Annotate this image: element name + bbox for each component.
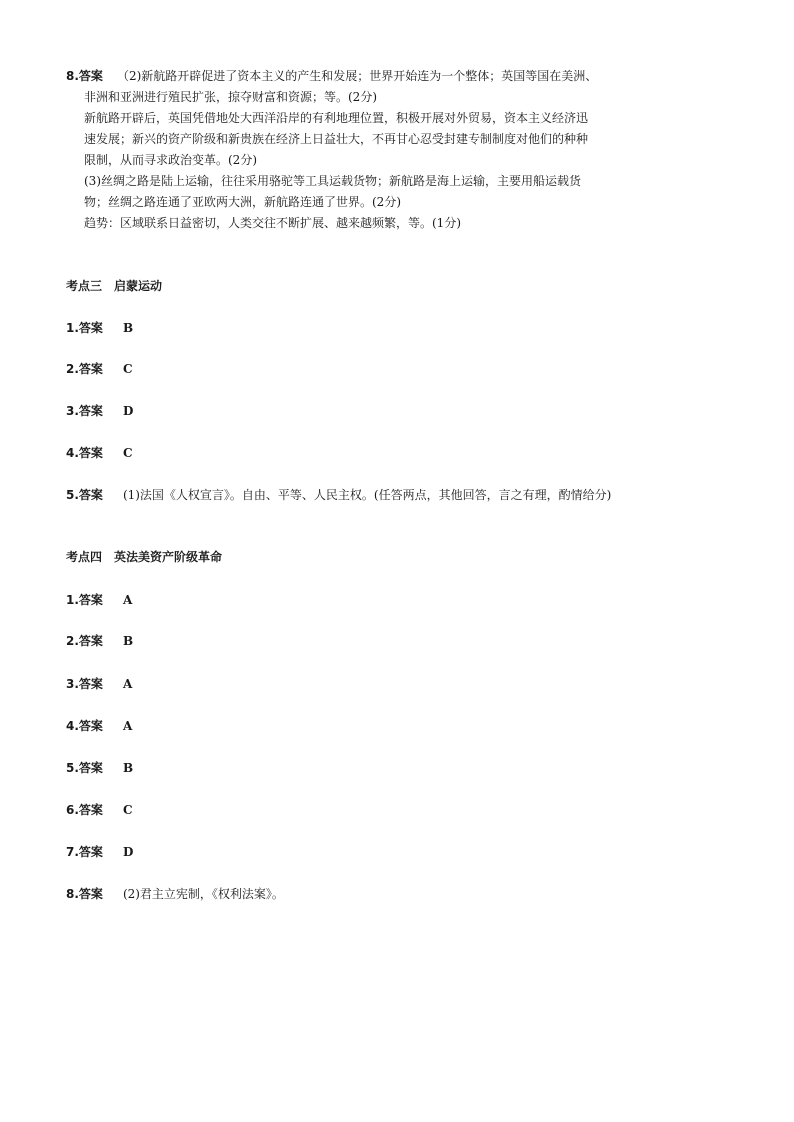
answer-value: A [122, 719, 133, 733]
section4-title-name: 英法美资产阶级革命 [114, 550, 223, 564]
answer-label: 答案 [78, 761, 103, 775]
answer-value: D [122, 845, 134, 859]
answer-value: D [122, 404, 134, 418]
section4-answer-1 [66, 590, 132, 610]
answer-value: C [122, 803, 133, 817]
q8-line-6: (3)丝绸之路是陆上运输，往往采用骆驼等工具运载货物；新航路是海上运输，主要用船运载货 [84, 174, 582, 188]
section3-answer-2 [66, 359, 133, 379]
answer-number: 4. [66, 719, 79, 733]
q8-line-4: 速发展；新兴的资产阶级和新贵族在经济上日益壮大，不再甘心忍受封建专制制度对他们的种种 [84, 132, 589, 146]
section3-answer-3 [66, 401, 133, 421]
answer-label: 答案 [78, 887, 103, 901]
section4-answer-7 [66, 842, 133, 862]
q8-answer-label: 答案 [78, 69, 103, 83]
answer-label: 答案 [78, 677, 103, 691]
answer-label: 答案 [78, 719, 103, 733]
section4-answer-3 [66, 674, 132, 694]
answer-number: 3. [66, 404, 79, 418]
answer-value: B [122, 321, 134, 335]
section4-answer-5 [66, 758, 133, 778]
answer-number: 5. [66, 761, 79, 775]
answer-label: 答案 [78, 362, 103, 376]
q8-line-3: 新航路开辟后，英国凭借地处大西洋沿岸的有利地理位置，积极开展对外贸易，资本主义经济迅 [84, 111, 589, 125]
answer-number: 1. [66, 321, 79, 335]
answer-value: B [122, 634, 134, 648]
q8-line-1: （2)新航路开辟促进了资本主义的产生和发展；世界开始连为一个整体；英国等国在美洲、 [116, 69, 598, 83]
answer-value: C [122, 446, 133, 460]
answer-label: 答案 [78, 634, 103, 648]
section4-answer-2 [66, 631, 133, 651]
answer-label: 答案 [78, 593, 103, 607]
answer-value: C [122, 362, 133, 376]
answer-number: 8. [66, 887, 79, 901]
answer-value: A [122, 677, 133, 691]
answer-label: 答案 [78, 321, 103, 335]
section4-answer-6 [66, 800, 133, 820]
answer-label: 答案 [78, 845, 103, 859]
section4-title-prefix: 考点四 [66, 550, 103, 564]
section3-answer-1 [66, 318, 133, 338]
section3-title [66, 276, 162, 296]
q8-answer-block [66, 66, 706, 234]
answer-label: 答案 [78, 446, 103, 460]
section3-title-prefix: 考点三 [66, 279, 103, 293]
answer-value: (1)法国《人权宣言》。自由、平等、人民主权。(任答两点，其他回答，言之有理，酌情给分) [122, 488, 612, 502]
answer-value: A [122, 593, 133, 607]
answer-label: 答案 [78, 404, 103, 418]
section4-answer-4 [66, 716, 132, 736]
answer-number: 4. [66, 446, 79, 460]
answer-label: 答案 [78, 488, 103, 502]
q8-line-7: 物；丝绸之路连通了亚欧两大洲，新航路连通了世界。(2分) [84, 195, 402, 209]
q8-line-2: 非洲和亚洲进行殖民扩张，掠夺财富和资源；等。(2分) [84, 90, 378, 104]
answer-number: 1. [66, 593, 79, 607]
q8-first-line [66, 66, 706, 87]
q8-number: 8. [66, 69, 79, 83]
section4-title [66, 547, 222, 567]
answer-number: 5. [66, 488, 79, 502]
section3-answer-5 [66, 485, 611, 505]
q8-line-8: 趋势：区域联系日益密切，人类交往不断扩展、越来越频繁，等。(1分) [84, 216, 462, 230]
answer-label: 答案 [78, 803, 103, 817]
answer-number: 6. [66, 803, 79, 817]
answer-value: (2)君主立宪制，《权利法案》。 [122, 887, 284, 901]
section3-answer-4 [66, 443, 133, 463]
section3-title-name: 启蒙运动 [114, 279, 163, 293]
section4-answer-8 [66, 884, 284, 904]
q8-line-5: 限制，从而寻求政治变革。(2分) [84, 153, 257, 167]
answer-number: 3. [66, 677, 79, 691]
answer-value: B [122, 761, 134, 775]
answer-number: 7. [66, 845, 79, 859]
answer-number: 2. [66, 362, 79, 376]
answer-number: 2. [66, 634, 79, 648]
